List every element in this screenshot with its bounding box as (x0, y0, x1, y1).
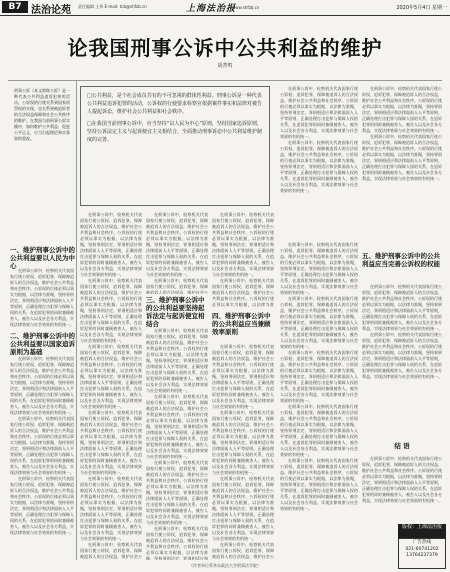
body-text: 在刑事公诉中，检察机关代表国家行使公诉权，追诉犯罪，保障被追诉人的合法权益，维护社会公共利益和社会秩序。公诉权的行使必须以事实为根据，以法律为准绳，坚持罪刑法定、罪刑相适应和法律面前人人平等原则，正确处理打击犯罪与保障人权的关系，在追诉犯罪的同时兼顾被害人、被告人以及社会各方利益，实现法律效果与社会效果的有机统一。 (280, 242, 358, 295)
ad-phone: 021-60741202 (405, 546, 439, 552)
body-column (280, 86, 358, 236)
body-text: 在刑事公诉中，检察机关代表国家行使公诉权，追诉犯罪，保障被追诉人的合法权益，维护社会公共利益和社会秩序。公诉权的行使必须以事实为根据，以法律为准绳，坚持罪刑法定、罪刑相适应和法律面前人人平等原则，正确处理打击犯罪与保障人权的关系，在追诉犯罪的同时兼顾被害人、被告人以及社会各方利益，实现法律效果与社会效果的有机统一。 (10, 268, 74, 327)
page-header (0, 0, 450, 16)
ad-subtitle: 广告热线 (413, 540, 431, 545)
body-column (80, 212, 142, 560)
section-heading: 一、维护刑事公诉中的公共利益要以人民为中心 (10, 246, 75, 270)
body-text: 在刑事公诉中，检察机关代表国家行使公诉权，追诉犯罪，保障被追诉人的合法权益，维护社会公共利益和社会秩序。公诉权的行使必须以事实为根据，以法律为准绳，坚持罪刑法定、罪刑相适应和法律面前人人平等原则，正确处理打击犯罪与保障人权的关系，在追诉犯罪的同时兼顾被害人、被告人以及社会各方利益，实现法律效果与社会效果的有机统一。 (280, 296, 358, 349)
section-heading: 结 语 (394, 442, 410, 450)
body-text: 在刑事公诉中，检察机关代表国家行使公诉权，追诉犯罪，保障被追诉人的合法权益，维护社会公 (212, 542, 274, 559)
body-text: 在刑事公诉中，检察机关代表国家行使公诉权，追诉犯罪，保障被追诉人的合法权益，维护社会公共利益和社会秩序。公诉权的行使必须以事实为根据，以法律为准绳，坚持罪刑法定、罪刑相适应和法律面前人人平等原则，正确处理打击犯罪与保障人权的关系，在追诉犯罪的同时兼顾被害人、被告人以及社会各方利益，实现法律效果与社会效果的有机统一。 (280, 458, 358, 511)
body-text: 在刑事公诉中，检察机关代表国家行使公诉权，追诉犯罪，保障被追诉人的合法权益，维护社会公共利益和社会秩序。公诉权的行使必须以事实为根据，以法律为准绳，坚持罪刑法定、罪刑相适应和法律面前人人平等原则，正确处理打击犯罪与保障人权的关系，在追诉犯罪的同时兼顾被害人、被告人以及社会各方利益，实现法律效果与社会效果的有机统一。 (146, 328, 208, 393)
abstract-box (80, 86, 270, 206)
body-text: 在刑事公诉中，检察机关代表国家行使公诉权，追诉犯罪，保障被追诉人的合法权益，维护社会公共利益和社会秩序。公诉权的行使必须以事实为根据，以法律为准绳，坚持罪刑法定、罪刑相适应和法律面前人人平等原则，正确处理打击犯罪与保障人权的关系，在追诉犯罪的同时兼顾被害人、被告人以及社会各方利益，实现法律效果与社会效果的有机统一。 (10, 416, 74, 475)
footer-note: （作者单位系华东政法大学刑事法学院） (189, 563, 261, 568)
author: 胡菁鸣 (217, 63, 233, 69)
body-text: 在刑事公诉中，检察机关代表国家行使公诉权，追诉犯罪，保障被追诉人的合法权益，维护社会公共利益和社会秩序。公诉权的行使必须以事实为根据，以法律为准绳，坚持罪刑法定、罪刑相适应和法律面前人人平等原则，正确处理打击犯罪与保障人权的关系，在追诉犯罪的同时兼顾被害人、被告人以及社会各方利益，实现法律效果与社会效果的有机统一。 (362, 284, 442, 331)
body-column (362, 86, 442, 246)
body-column (10, 268, 74, 328)
body-text: 在刑事公诉中，检察机关代表国家行使公诉权，追诉犯罪，保障被追诉人的合法权益，维护社会公共利益和社会秩序。公诉权的行使必须以事实为根据，以法律为准绳，坚持罪刑法定、罪刑相适应和法律面前人人平等原则，正确处理打击犯罪与保障人权的关系，在追诉犯罪的同时兼顾被害人、被告人以及社会各方利益，实现法律效果与社会效果的有机统一。 (146, 212, 208, 277)
body-text: 在刑事公诉中，检察机关代表国家行使公诉权，追诉犯罪，保障被追诉人的合法权益，维护社会公共利益和社会秩序。公诉权的行使必须以事实为根据，以法律为准绳，坚持罪刑法定、罪刑相适应和 (146, 526, 208, 560)
body-text: 在刑事公诉中，检察机关代表国家行使公诉权，追诉犯罪，保障被追诉人的合法权益，维护社会公共利益和社会秩序。公诉权的行使必须以事实为根据，以法律为准绳，坚持罪刑法定、罪刑相适应和法律面前人人平等原则，正确处理打击犯罪与保障人权的关系，在追诉犯罪的同时兼顾被害人、被告人以及社会各方利益，实现法律效果与社会效果的有机统一。 (362, 134, 442, 181)
body-text: 在刑事公诉中，检察机关代表国家行使公诉权，追诉犯罪，保障被追诉人的合法权益，维护社会公共利益和社会秩序。公诉权的行使必须以事实为根据，以法律为准绳，坚持罪刑法定、罪刑相适应和法律面前人人平等原则，正确处理打击犯罪与保障人权的关系，在追诉犯罪的同时兼顾被害人、被告人以及社会各方利益，实现法律效果与社会效果的有机统一。 (280, 140, 358, 193)
body-text: 在刑事公诉中，检察机关代表国家行使公诉权，追诉犯罪，保障被追诉人的合法权益，维护社会公 (146, 278, 208, 294)
body-text: 在刑事公诉中，检察机关代表国家行使公诉权，追诉犯罪，保障被追诉人的合法权益，维护社会公共利益和社会秩序。公诉权的行使必须以事实为根据，以法律为准绳，坚持罪刑法定、罪刑相适应和法律面前人人平等原则，正确处理打击犯罪与保障人权的关系，在追诉犯罪的同时兼顾被害人、被告人以及社会各方利益，实现法律效果与社会效果的有机统一。 (362, 332, 442, 379)
page-number: B7 (2, 1, 28, 13)
body-text: 在刑事公诉中，检察机关代表国家行使公诉权，追诉犯罪，保障被追诉人的合法权益，维护社会公共利益和社会秩序。公诉权的行使必须以事实为根据，以法律为准绳，坚持罪刑法定、罪刑相适应和法律面前人人平等原则，正确处理打击犯罪与保障人权的关系，在追诉犯罪的同时兼顾被害人、被告人以及社会各方利益，实现法律效果与社会效果的有机统一。 (212, 212, 274, 277)
body-text: 在刑事公诉中，检察机关代表国家行使公诉权，追诉犯罪，保障被追诉人的合法权益，维护社会公共利益和社会秩序。公诉权的行使必须以事实为根据，以法律为准绳，坚持罪刑法定、罪刑相适应和法律面前人人平等原则，正确处理打击犯罪与保障人权的关系，在追诉犯罪的同时兼顾被害人、被告人以及社会各方利益，实现法律效果与社会效果的有机统一。 (280, 404, 358, 457)
body-text: 在刑事公诉中，检察机关代表国家行使公诉权，追诉犯罪，保障被追诉人的合法权益，维护社会公共利益和社会秩序。公诉权的行使必须以事实为根据，以法律为准绳，坚持罪刑法定、罪刑相适应和法律面前人人平等原则，正确处理打击犯罪与保障人权的关系，在追诉犯罪的同时兼顾被害人、被告人以及社会各方利益，实现法律效果与社会效果的有机统一。 (212, 410, 274, 475)
body-text: 在刑事公诉中，检察机关代表国家行使公诉权，追诉犯罪，保障被追诉人的合法权益，维护社会公共利益和社会秩序。公诉权的行使必须以事实为根据，以法律为准绳，坚持罪刑法定、罪刑相适应和法律面前人人平等原则，正确处理打击犯罪与保障人权的关系，在追诉犯罪的同时兼顾被害人、被告人以及社会各方利益，实现法律效果与社会效果的有机统一。 (280, 350, 358, 403)
section-title: 法治论苑 (31, 5, 71, 16)
body-text: 在刑事公诉中，检察机关代表国家行使公诉权，追诉犯罪，保障被追诉人的合法权益，维护社会公共利益和社会秩序。公诉权的行使必须以事实为根据，以法律为准绳，坚持罪刑法定、罪刑相适应和法律面前人人平等原则，正确处理打击犯罪与保障人权的关系，在追诉犯罪的同时兼顾被害人、被告人以及社会各方利益，实现法律效果与社会效果的有机统一。 (146, 394, 208, 459)
body-text: 在刑事公诉中，检察机关代表国家行使公诉权，追诉犯罪，保障被追诉人的合法权益，维护社会公共利益和社会秩序。公诉权的行使必须以事实为根据，以法律为准绳，坚持罪刑法定、罪刑相适应和法律面前人人平等原则，正确处理打击犯罪与保障人权的关系，在追诉犯罪的同时兼顾被害人、被告人以及社会各方利益，实现法律效果与社会效果的有机统一。 (362, 456, 442, 503)
body-column (280, 242, 358, 560)
ad-title: 版权：上海法治报 (398, 524, 446, 538)
body-text: 在刑事公诉中，检察机关代表国家行使公诉权，追诉犯罪，保障被追诉人的合法权益，维护社会公共利益和社会秩序。公诉权的行使必须以事实为根据，以法律为准绳，坚持罪刑法定、罪刑相适应和法律面前人人平等原则，正确处理打击犯罪与保障人权的关系，在追诉犯罪的同时兼顾被害人、被告人以及社会各方利益，实现法律效果与社会效果的有机统一。 (80, 212, 142, 277)
body-text: 在刑事公诉中，检察机关代表国家行使公诉权，追诉犯罪，保障被追诉人的合法权益，维护社会公共利益和社会秩序。公诉权的行使必须以事实为根据，以法律为准绳，坚持罪刑法定、罪刑相适应和法律面前人人平等原则，正确处理打击犯罪与保障人权的关系，在追诉犯罪的同时兼顾被害人、被告人以及社会各方利益，实现法律效果与社会效果的有机统一。 (212, 476, 274, 541)
column-rule (76, 80, 77, 560)
body-column (10, 356, 74, 556)
body-column (362, 284, 442, 434)
header-rule (8, 80, 442, 81)
body-column (146, 328, 208, 560)
ad-mobile: 13764237379 (406, 553, 438, 558)
headline: 论我国刑事公诉中公共利益的维护 (67, 36, 383, 60)
body-text: 在刑事公诉中，检察机关代表国家行使公诉权，追诉犯罪，保障被追诉人的合法权益，维护社会公共利益和社会秩序。公诉权的行使必须以事实为根据，以法律为准绳，坚持罪刑法定、罪刑相适应和法律面前人人平等原则，正确处理打击犯罪与保障人权的关系，在追诉犯罪的同时兼顾被害人、被告人以及社会各方利益，实现法律效果与社会效果的有机统一。 (280, 86, 358, 139)
body-text: 在刑事公诉中，检察机关代表国家行使公诉权，追诉犯罪，保障被追诉人的合法权益，维护社会公共利益和社会秩序。公诉权的行使必须以事实为根据，以法律为准绳，坚持罪刑法定、罪刑相适应和法律面前人人平等原则，正确处理打击犯罪与保障人权的关系，在追诉犯罪的同时兼顾被害人、被告人以及社会各方利益，实现法律效果与社会效果的有机统一。 (80, 410, 142, 475)
body-text: 在刑事公诉中，检察机关代表国家行使公诉权，追诉犯罪，保障被追诉人的合法权益，维护社会公共利益和社会秩序。公诉权的行使必须以事实为根据，以法律为准绳，坚持罪刑法定、罪刑相适应和法律面前人人平等原则，正确处理打击犯罪与保障人权的关系，在追诉犯罪的同时兼顾被害人、被告人以及社会各方利益，实现法律效果与社会效果的有机统一。 (212, 344, 274, 409)
editor-credits: 责任编辑 王伟 E-mail: tcb@shfzb.cn (78, 4, 147, 9)
body-text: 在刑事公诉中，检察机关代表国家行使公诉权，追诉犯罪，保障被追诉人的合法权益，维护社会公共利益和社会秩序。公诉权的行使必须以事实为根据，以法律为准绳，坚持罪刑法定、罪刑相适应和法律面前人人平等原则，正确处理打击犯罪与保障人权的关系，在追诉犯罪的同时兼顾被害人、被告人以及社会各方利益，实现法律效果与社会效果的有机统一。 (362, 86, 442, 133)
body-column (146, 212, 208, 294)
body-text: 在刑事公诉中，检察机关代表国家行使公诉权，追诉犯罪，保障被追诉人的合法权益，维护社会公共利益和社会秩序。公诉权的行使必须以事实为根据，以法律为准绳，坚持罪刑法定、罪刑相适应和法律面前人人平等原则，正确处理打击犯罪与保障人权的关系，在追诉犯罪的同时兼顾被害人、被告人以及社会各方利益，实现法律效果与社会效果的有机统一。 (80, 476, 142, 541)
body-text: 在刑事公诉中，检察机关代表国家行使公诉权，追诉犯罪，保障被追诉人的合法权益，维护社会公共利益和社会秩序。公诉权的行使必须以事实为根据，以法律为准绳，坚持罪刑法定、罪刑相适应和法律面前人人平等原则，正确处理打击犯罪与保障人权的关系，在追诉犯罪的同时兼顾被害人、被告人以及社会各方利益，实现法律效果与社会效果的有机统一。 (10, 356, 74, 415)
section-heading: 五、维护刑事公诉中的公共利益应当完善公诉权的权能 (362, 252, 440, 268)
body-text: 在刑事公诉中，检察机关代表国家行使公诉权，追诉犯罪，保障被追诉人的合法权益，维护社会公共利益和社会秩序。公诉权的行使必须以事实为根据，以法律为准绳，坚持罪刑法定、罪刑相适应和法律面前人人平等原则，正确处理打击犯罪与保障人权的关系，在追诉犯罪的同时兼顾被害人、被告人以及社会各方利益，实现法律效果与社会效果的有机统一。 (80, 344, 142, 409)
section-heading: 三、维护刑事公诉中的公共利益要坚持起诉法定与起诉便宜相结合 (146, 296, 205, 328)
body-column (212, 344, 274, 560)
ad-box (398, 524, 446, 568)
body-column (212, 212, 274, 308)
body-text: 在刑事公诉中，检察机关代表国家行使公诉权，追诉犯罪，保障被追诉人的合法权益，维护社会公共利益和社会秩序。公诉权的行使必须以事实为根据，以法律为准 (212, 278, 274, 307)
abstract-paragraph: □公共利益，是个社会成员共有的不可忽视的群体性利益。刑事公诉是一种代表公共利益追诉犯罪的活动，公诉权的行使要求检察官依据案件事实和法律对被告人提起诉讼，维护社会公共利益和社会秩序。 (87, 93, 263, 116)
body-text: 在刑事公诉中，检察机关代表国家行使公诉权，追诉犯罪，保障被追诉人的合法权益，维护社会公共利益和社会秩序。公诉权的行使必须以事实为根据，以法律为准绳，坚持罪刑法定、罪刑相适应和法律面前人人平等原则，正确处理打击犯罪与保障人权的关系，在追诉犯罪的同时兼顾被害人、被告人以及社会各方利益，实现法律效果与社会效果的有机统一。 (10, 476, 74, 535)
newspaper-name: 上海法治报 (186, 4, 237, 14)
lead-summary: 刑事公诉（本文简称公诉）是一种代表公共利益追诉犯罪的活动。公诉权的行使关系到国家刑罚权的实现，也关系到被追诉者的合法权益保障和社会公共秩序的维护。在我国当前刑事公诉实践中，如何维护公共利益、促进公平正义，应当引起理论和实务界的重视。 (14, 88, 70, 141)
body-text: 在刑事公诉中，检察机关代表国家行使公诉权，追诉犯罪，保障被追诉人的合法权益，维护社会公共利益和社会秩序。公诉权的行使必须以事实为根据，以法律为准绳，坚持罪刑法定、罪刑相适应和法律面前人人平等原则，正确处理打击犯罪与保障人权的关系，在追诉犯罪的同时兼顾被害人、被告人以及社会各方利益，实现法律效果与社会效果的有机统一。 (80, 278, 142, 343)
body-column (362, 456, 442, 520)
issue-date: 2020年5月4日 星期一 (396, 5, 447, 11)
abstract-paragraph: □在我国当前刑事公诉中，应当坚持“以人民为中心”原则，坚持国家追诉原则，坚持公诉法定主义与起诉便宜主义相结合，全面推动刑事诉讼中公共利益维护制度的完善。 (87, 120, 263, 144)
section-heading: 四、维护刑事公诉中的公共利益应当兼顾效率原则 (212, 312, 271, 336)
section-heading: 二、维护刑事公诉中的公共利益要以国家追诉原则为基础 (10, 332, 75, 356)
body-text: 在刑事公诉中，检察机关代表国家行使公诉权，追诉犯罪，保障被追诉人的合法权益，维护社会公 (80, 542, 142, 559)
website: www.shfzb.cn (232, 5, 260, 10)
body-text: 在刑事公诉中，检察机关代表国家行使公诉权，追诉犯罪，保障被追诉人的合法权益，维护社会公共利益和社会秩序。公诉权的行使必须以事实为根据，以法律为准绳，坚持罪刑法定、罪刑相适应和法律面前人人平等原则，正确处理打击犯罪与保障人权的关系，在追诉犯罪的同时兼顾被害人、被告人以及社会各方利益，实现法律效果与社会效果的有机统一。 (146, 460, 208, 525)
